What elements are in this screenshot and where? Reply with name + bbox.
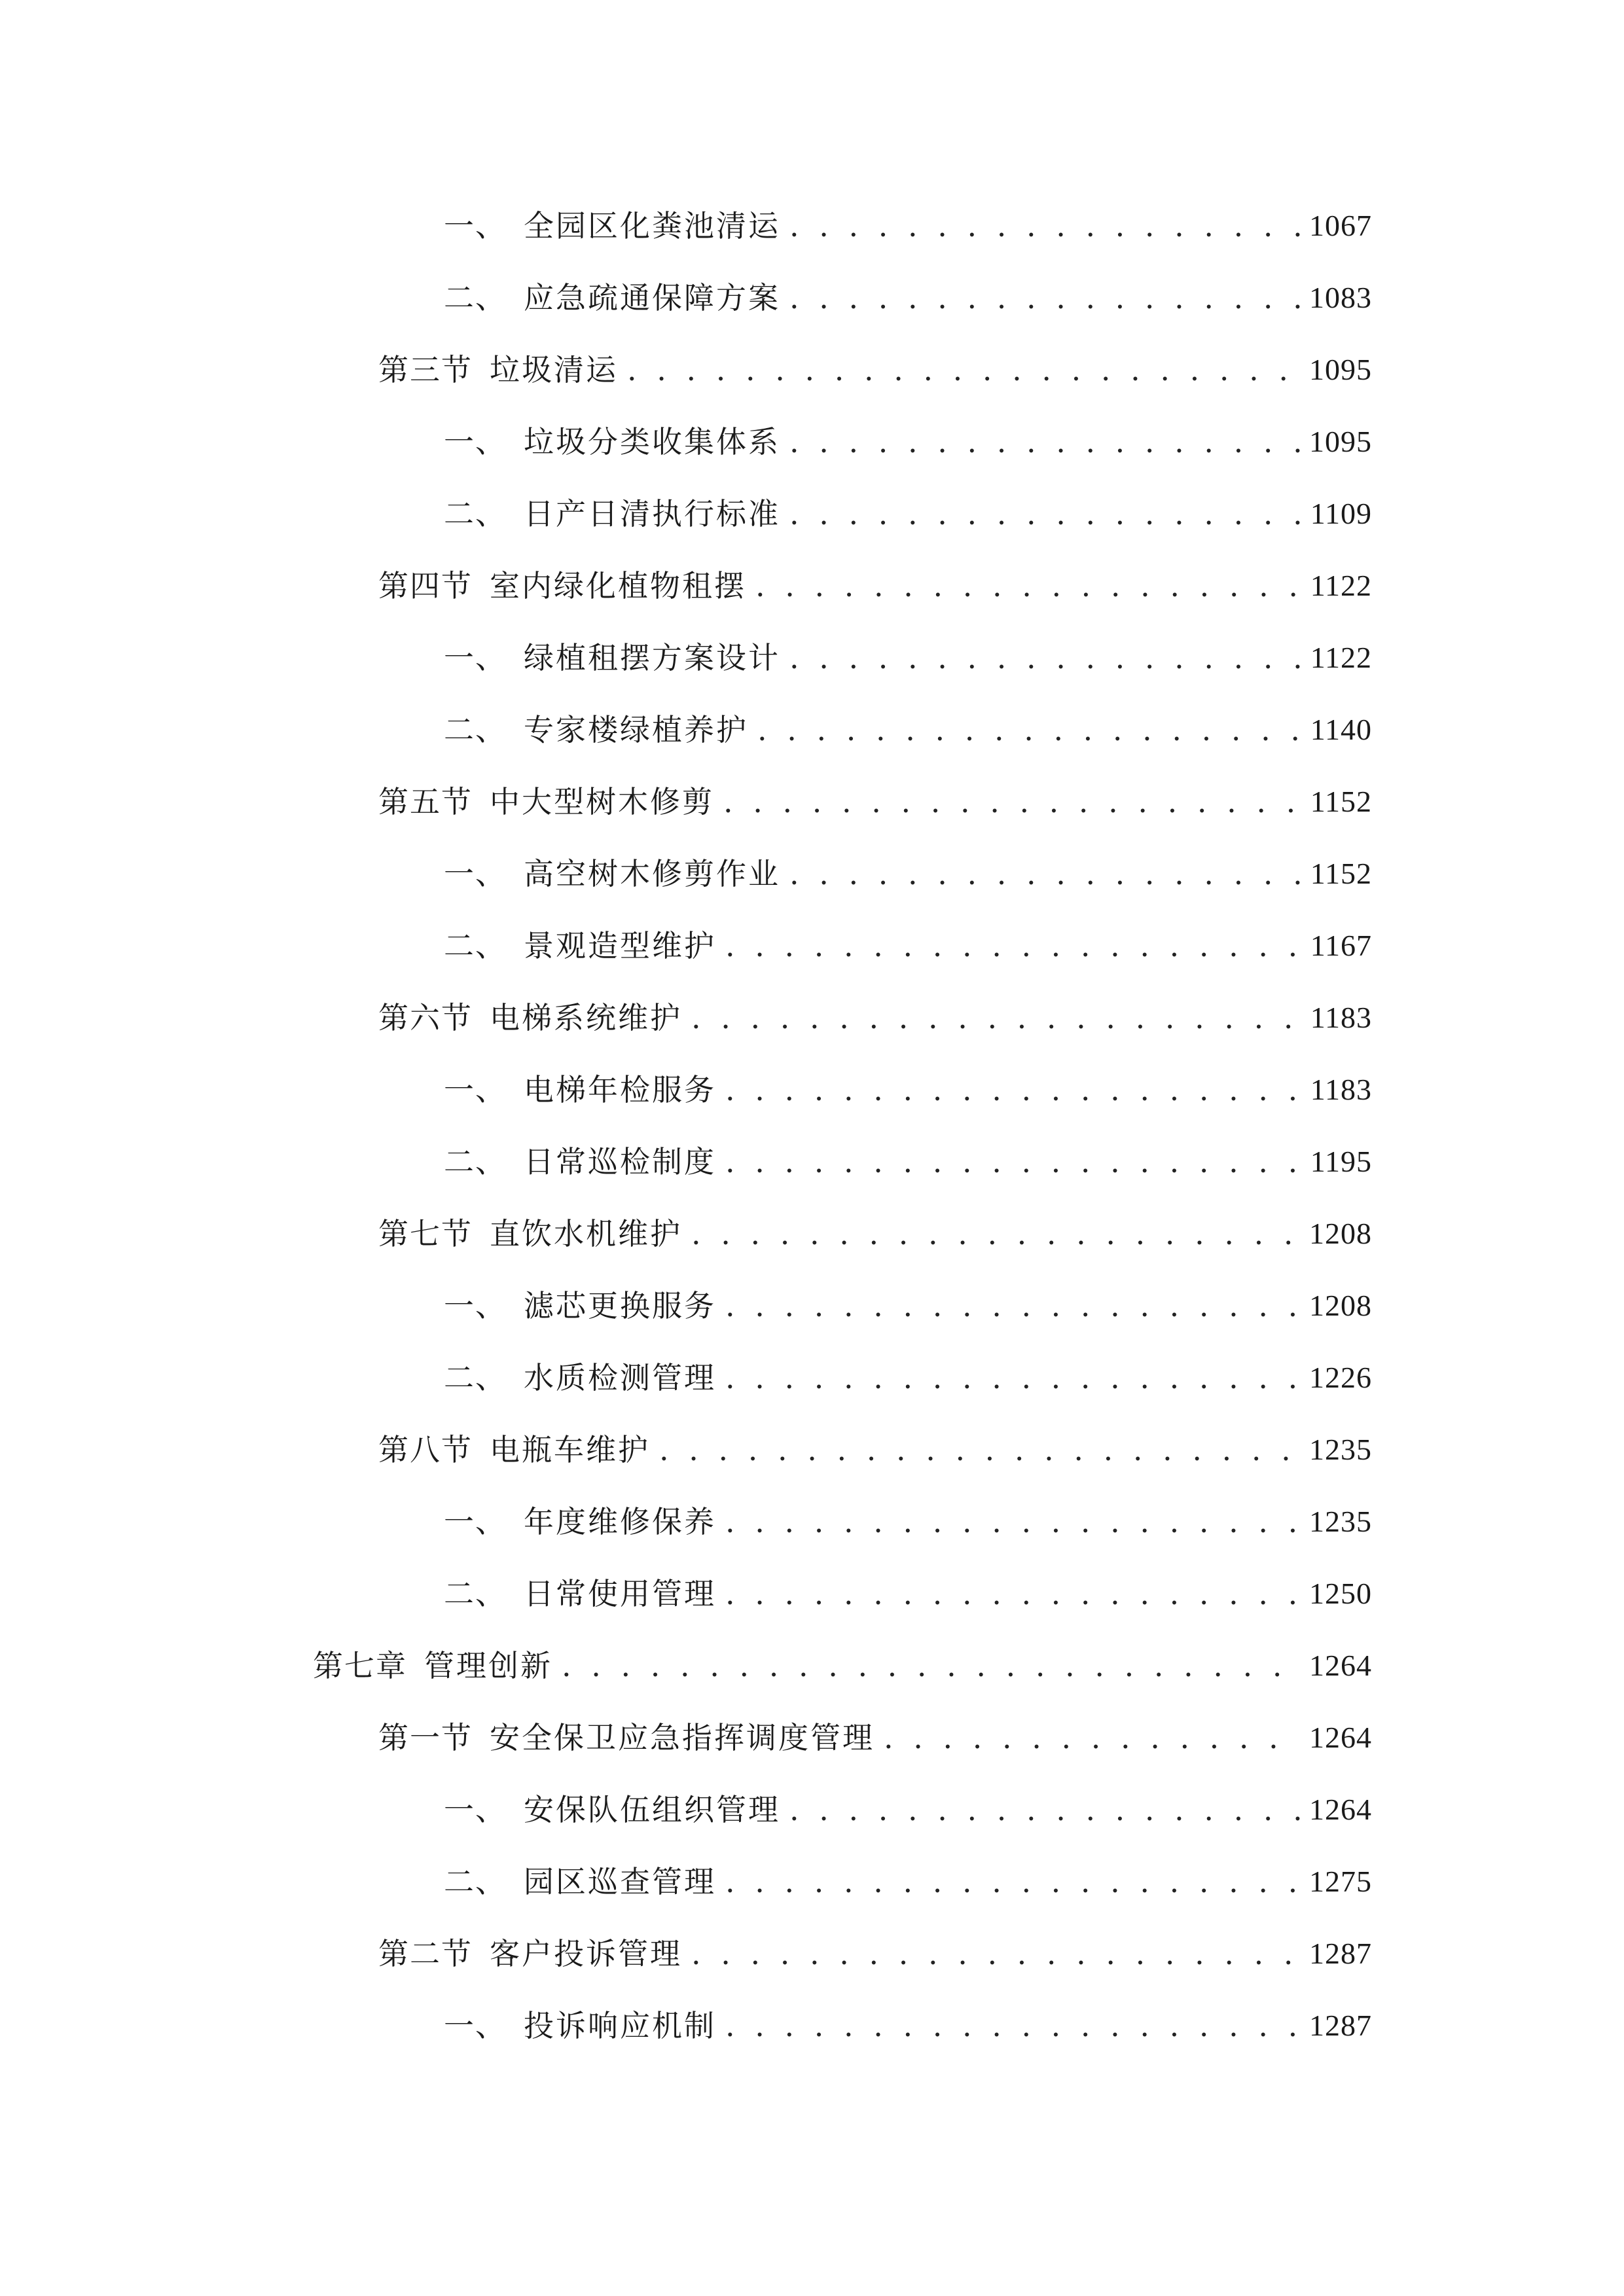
- toc-entry-title: 直饮水机维护: [490, 1216, 682, 1251]
- toc-entry-number: 第六节: [378, 1000, 473, 1035]
- toc-entry-number: 二、: [444, 280, 507, 315]
- toc-entry[interactable]: [378, 779, 1372, 825]
- toc-entry-title: 景观造型维护: [524, 928, 716, 963]
- toc-entry[interactable]: [444, 1283, 1372, 1329]
- toc-entry-title: 专家楼绿植养护: [524, 712, 748, 747]
- toc-entry-page: 1235: [1309, 1433, 1372, 1466]
- toc-entry-page: 1167: [1310, 929, 1372, 962]
- toc-entry-page: 1195: [1310, 1145, 1372, 1178]
- toc-entry-number: 一、: [444, 1072, 507, 1107]
- toc-entry[interactable]: [444, 491, 1372, 537]
- toc-entry-number: 一、: [444, 2008, 507, 2043]
- toc-dot-leader: [562, 1643, 1300, 1689]
- toc-dot-leader: [725, 2003, 1300, 2049]
- toc-entry-title: 水质检测管理: [524, 1360, 716, 1395]
- toc-entry[interactable]: [444, 419, 1372, 465]
- toc-entry-title: 安全保卫应急指挥调度管理: [490, 1720, 875, 1755]
- toc-entry[interactable]: [444, 2003, 1372, 2049]
- toc-dot-leader: [691, 1211, 1300, 1257]
- toc-dot-leader: [725, 1067, 1301, 1113]
- toc-entry[interactable]: [444, 275, 1372, 321]
- toc-dot-leader: [789, 851, 1301, 897]
- toc-dot-leader: [725, 1499, 1300, 1545]
- toc-entry[interactable]: [378, 995, 1372, 1041]
- toc-entry-page: 1122: [1310, 641, 1372, 674]
- toc-entry[interactable]: [444, 1571, 1372, 1617]
- toc-entry-page: 1250: [1309, 1577, 1372, 1610]
- toc-dot-leader: [725, 1355, 1300, 1401]
- toc-entry-page: 1152: [1310, 857, 1372, 890]
- toc-entry[interactable]: [444, 635, 1372, 681]
- toc-entry-number: 一、: [444, 424, 507, 459]
- toc-entry-number: 二、: [444, 1576, 507, 1611]
- toc-dot-leader: [789, 203, 1300, 249]
- toc-entry-title: 投诉响应机制: [524, 2008, 716, 2043]
- toc-entry-page: 1264: [1309, 1721, 1372, 1754]
- toc-dot-leader: [789, 635, 1301, 681]
- toc-entry-page: 1264: [1309, 1649, 1372, 1682]
- toc-entry-title: 垃圾清运: [490, 352, 618, 387]
- toc-entry[interactable]: [378, 1715, 1372, 1761]
- toc-entry-number: 第八节: [378, 1432, 473, 1467]
- toc-entry-number: 一、: [444, 640, 507, 675]
- toc-entry[interactable]: [378, 1211, 1372, 1257]
- toc-entry-page: 1208: [1309, 1217, 1372, 1250]
- toc-entry[interactable]: [444, 1859, 1372, 1905]
- toc-entry-page: 1067: [1309, 209, 1372, 242]
- toc-entry-title: 室内绿化植物租摆: [490, 568, 746, 603]
- toc-entry-title: 应急疏通保障方案: [524, 280, 780, 315]
- toc-entry-number: 二、: [444, 496, 507, 531]
- toc-dot-leader: [789, 419, 1300, 465]
- toc-entry-page: 1287: [1309, 1937, 1372, 1970]
- toc-dot-leader: [627, 347, 1300, 393]
- toc-dot-leader: [755, 563, 1301, 609]
- toc-entry-number: 一、: [444, 1504, 507, 1539]
- toc-dot-leader: [725, 1571, 1300, 1617]
- toc-entry-page: 1275: [1309, 1865, 1372, 1898]
- toc-entry-page: 1183: [1310, 1073, 1372, 1106]
- toc-entry-number: 一、: [444, 856, 507, 891]
- toc-entry-number: 第五节: [378, 784, 473, 819]
- toc-entry[interactable]: [444, 851, 1372, 897]
- toc-entry-title: 电梯年检服务: [524, 1072, 716, 1107]
- toc-dot-leader: [691, 995, 1301, 1041]
- toc-entry-page: 1122: [1310, 569, 1372, 602]
- toc-entry-number: 第四节: [378, 568, 473, 603]
- toc-entry-title: 绿植租摆方案设计: [524, 640, 780, 675]
- toc-entry[interactable]: [444, 1787, 1372, 1833]
- toc-entry-page: 1083: [1309, 281, 1372, 314]
- toc-entry-number: 第三节: [378, 352, 473, 387]
- toc-entry-page: 1264: [1309, 1793, 1372, 1826]
- toc-entry-title: 高空树木修剪作业: [524, 856, 780, 891]
- toc-dot-leader: [789, 491, 1301, 537]
- toc-entry-number: 一、: [444, 208, 507, 243]
- toc-dot-leader: [725, 1283, 1300, 1329]
- toc-entry-number: 二、: [444, 928, 507, 963]
- toc-entry-title: 管理创新: [424, 1648, 552, 1683]
- toc-entry-page: 1226: [1309, 1361, 1372, 1394]
- toc-entry-title: 客户投诉管理: [490, 1936, 682, 1971]
- toc-dot-leader: [725, 1139, 1301, 1185]
- toc-dot-leader: [789, 275, 1300, 321]
- toc-entry[interactable]: [378, 1427, 1372, 1473]
- toc-dot-leader: [757, 707, 1301, 753]
- toc-entry-title: 滤芯更换服务: [524, 1288, 716, 1323]
- toc-entry-title: 安保队伍组织管理: [524, 1792, 780, 1827]
- toc-entry-number: 二、: [444, 712, 507, 747]
- toc-entry-number: 二、: [444, 1144, 507, 1179]
- toc-entry[interactable]: [378, 563, 1372, 609]
- toc-entry[interactable]: [444, 1499, 1372, 1545]
- toc-entry-page: 1152: [1310, 785, 1372, 818]
- toc-entry[interactable]: [378, 347, 1372, 393]
- toc-entry-page: 1208: [1309, 1289, 1372, 1322]
- toc-dot-leader: [789, 1787, 1300, 1833]
- toc-entry-page: 1140: [1310, 713, 1372, 746]
- toc-entry-number: 第二节: [378, 1936, 473, 1971]
- toc-entry-title: 日常使用管理: [524, 1576, 716, 1611]
- toc-entry-title: 园区巡查管理: [524, 1864, 716, 1899]
- toc-entry[interactable]: [313, 1643, 1372, 1689]
- toc-dot-leader: [725, 923, 1301, 969]
- toc-entry[interactable]: [444, 203, 1372, 249]
- toc-entry-number: 第七章: [313, 1648, 407, 1683]
- toc-entry-title: 电梯系统维护: [490, 1000, 682, 1035]
- toc-entry[interactable]: [444, 923, 1372, 969]
- toc-entry-page: 1095: [1309, 425, 1372, 458]
- toc-dot-leader: [659, 1427, 1300, 1473]
- toc-entry-page: 1109: [1310, 497, 1372, 530]
- toc-entry[interactable]: [444, 1139, 1372, 1185]
- toc-entry-number: 第七节: [378, 1216, 473, 1251]
- toc-entry-number: 二、: [444, 1360, 507, 1395]
- toc-entry-page: 1287: [1309, 2009, 1372, 2042]
- toc-entry-number: 第一节: [378, 1720, 473, 1755]
- toc-entry-number: 一、: [444, 1792, 507, 1827]
- toc-entry-number: 一、: [444, 1288, 507, 1323]
- toc-dot-leader: [723, 779, 1301, 825]
- toc-entry-page: 1183: [1310, 1001, 1372, 1034]
- toc-entry-title: 年度维修保养: [524, 1504, 716, 1539]
- toc-entry-page: 1095: [1309, 353, 1372, 386]
- toc-dot-leader: [725, 1859, 1300, 1905]
- toc-entry-title: 中大型树木修剪: [490, 784, 714, 819]
- toc-entry[interactable]: [444, 707, 1372, 753]
- toc-entry-title: 全园区化粪池清运: [524, 208, 780, 243]
- toc-dot-leader: [691, 1931, 1300, 1977]
- toc-entry[interactable]: [444, 1067, 1372, 1113]
- toc-entry-title: 垃圾分类收集体系: [524, 424, 780, 459]
- toc-entry-title: 电瓶车维护: [490, 1432, 650, 1467]
- toc-entry[interactable]: [444, 1355, 1372, 1401]
- toc-entry-title: 日产日清执行标准: [524, 496, 780, 531]
- toc-entry-title: 日常巡检制度: [524, 1144, 716, 1179]
- toc-entry-number: 二、: [444, 1864, 507, 1899]
- toc-entry-page: 1235: [1309, 1505, 1372, 1538]
- toc-dot-leader: [884, 1715, 1300, 1761]
- toc-entry[interactable]: [378, 1931, 1372, 1977]
